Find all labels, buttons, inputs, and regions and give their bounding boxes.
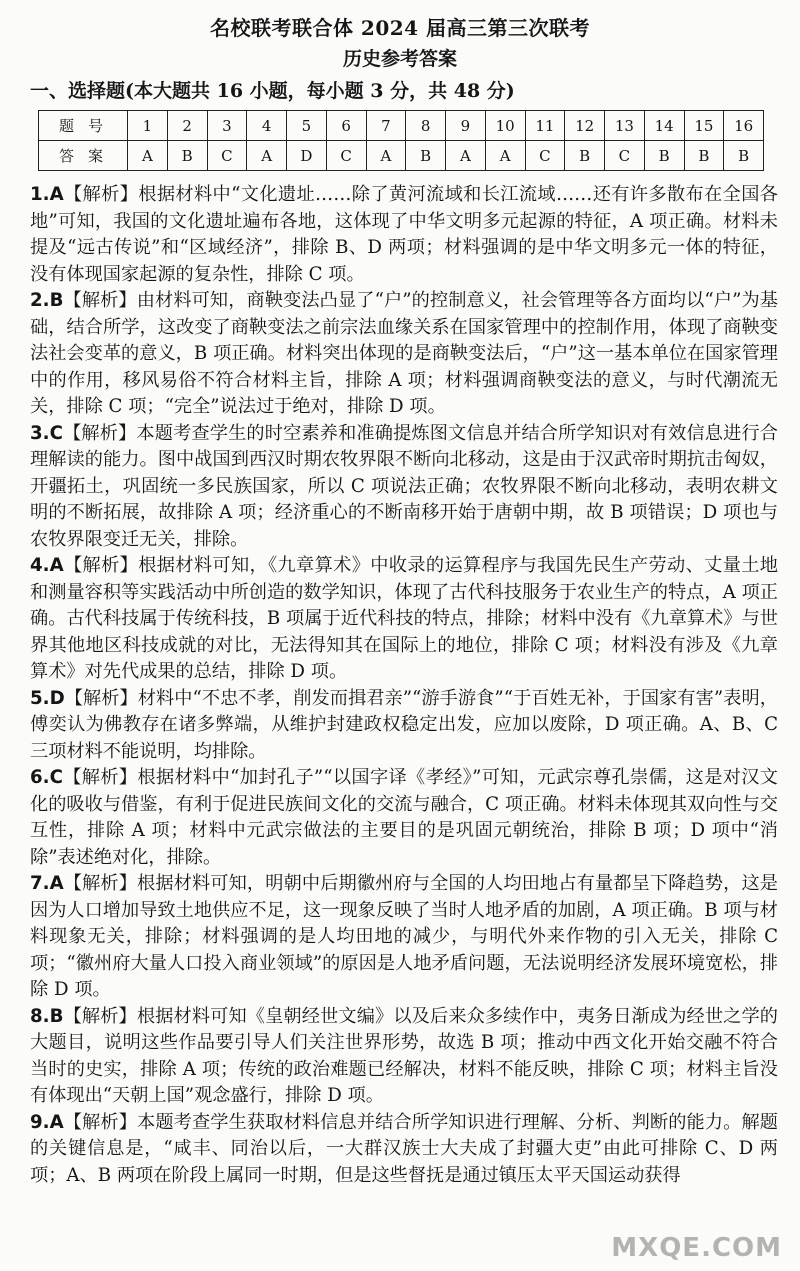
explanation-item bbox=[30, 1004, 778, 1110]
explanations bbox=[30, 182, 778, 1189]
answer-cell: C bbox=[525, 141, 565, 171]
document-title: 名校联考联合体 2024 届高三第三次联考 bbox=[209, 16, 591, 40]
explanation-item bbox=[30, 182, 778, 288]
explanation-text: 【解析】根据材料中“文化遗址……除了黄河流域和长江流域……还有许多散布在全国各地”可知，我国的文化遗址遍布各地，这体现了中华文明多元起源的特征，A 项正确。材料未提及“远古传说”和“区域经济”，排除 B、D 两项；材料强调的是中华文明多元一体的特征，没有体现国家起源的复杂性，排除 C 项。 bbox=[30, 184, 778, 285]
answer-cell: B bbox=[167, 141, 207, 171]
explanation-item bbox=[30, 765, 778, 871]
answer-row bbox=[39, 141, 764, 171]
question-number-cell: 12 bbox=[565, 111, 605, 141]
explanation-item bbox=[30, 871, 778, 1004]
explanation-text: 【解析】本题考查学生获取材料信息并结合所学知识进行理解、分析、判断的能力。解题的关键信息是，“咸丰、同治以后，一大群汉族士大夫成了封疆大吏”由此可排除 C、D 两项；A、B 两项在阶段上属同一时期，但是这些督抚是通过镇压太平天国运动获得 bbox=[30, 1111, 778, 1186]
question-number-cell: 15 bbox=[684, 111, 724, 141]
answer-cell: B bbox=[565, 141, 605, 171]
answer-cell: D bbox=[287, 141, 327, 171]
answer-number: 9.A bbox=[30, 1111, 64, 1133]
explanation-item bbox=[30, 1110, 778, 1190]
explanation-item bbox=[30, 686, 778, 766]
explanation-text: 【解析】材料中“不忠不孝，削发而揖君亲”“游手游食”“于百姓无补，于国家有害”表明，傅奕认为佛教存在诸多弊端，从维护封建政权稳定出发，应加以废除，D 项正确。A、B、C 三项材料不能说明，均排除。 bbox=[30, 687, 778, 762]
explanation-text: 【解析】根据材料可知，《九章算术》中收录的运算程序与我国先民生产劳动、丈量土地和测量容积等实践活动中所创造的数学知识，体现了古代科技服务于农业生产的特点，A 项正确。古代科技属于传统科技，B 项属于近代科技的特点，排除；材料中没有《九章算术》与世界其他地区科技成就的对比，无法得知其在国际上的地位，排除 C 项；材料没有涉及《九章算术》对先代成果的总结，排除 D 项。 bbox=[30, 555, 778, 682]
answer-cell: B bbox=[684, 141, 724, 171]
answer-cell: C bbox=[207, 141, 247, 171]
answer-number: 2.B bbox=[30, 290, 64, 311]
answer-number: 1.A bbox=[30, 184, 64, 205]
answer-number: 4.A bbox=[30, 555, 64, 576]
answer-number: 3.C bbox=[30, 422, 63, 444]
question-number-cell: 7 bbox=[366, 111, 406, 141]
site-watermark: MXQE.COM bbox=[611, 1233, 782, 1263]
question-number-cell: 9 bbox=[446, 111, 486, 141]
explanation-text: 【解析】根据材料中“加封孔子”“以国字译《孝经》”可知，元武宗尊孔崇儒，这是对汉文化的吸收与借鉴，有利于促进民族间文化的交流与融合，C 项正确。材料未体现其双向性与交互性，排除 A 项；材料中元武宗做法的主要目的是巩固元朝统治，排除 B 项；D 项中“消除”表述绝对化，排除。 bbox=[30, 767, 778, 868]
question-number-cell: 14 bbox=[644, 111, 684, 141]
question-number-cell: 4 bbox=[247, 111, 287, 141]
question-number-cell: 16 bbox=[724, 111, 764, 141]
answer-number: 6.C bbox=[30, 767, 63, 788]
question-number-cell: 6 bbox=[326, 111, 366, 141]
answer-cell: B bbox=[644, 141, 684, 171]
answer-cell: A bbox=[366, 141, 406, 171]
question-number-cell: 1 bbox=[128, 111, 168, 141]
answer-number: 5.D bbox=[30, 687, 65, 709]
explanation-item bbox=[30, 553, 778, 686]
answer-number: 8.B bbox=[30, 1005, 64, 1027]
explanation-text: 【解析】根据材料可知，明朝中后期徽州府与全国的人均田地占有量都呈下降趋势，这是因为人口增加导致土地供应不足，这一现象反映了当时人地矛盾的加剧，A 项正确。B 项与材料现象无关，排除；材料强调的是人均田地的减少，与明代外来作物的引入无关，排除 C 项；“徽州府大量人口投入商业领域”的原因是人地矛盾问题，无法说明经济发展环境宽松，排除 D 项。 bbox=[30, 873, 778, 1000]
question-number-row bbox=[39, 111, 764, 141]
answer-cell: B bbox=[406, 141, 446, 171]
answer-number: 7.A bbox=[30, 873, 64, 894]
explanation-text: 【解析】由材料可知，商鞅变法凸显了“户”的控制意义，社会管理等各方面均以“户”为基础，结合所学，这改变了商鞅变法之前宗法血缘关系在国家管理中的控制作用，体现了商鞅变法社会变革的意义，B 项正确。材料突出体现的是商鞅变法后，“户”这一基本单位在国家管理中的作用，移风易俗不符合材料主旨，排除 A 项；材料强调商鞅变法的意义，与时代潮流无关，排除 C 项；“完全”说法过于绝对，排除 D 项。 bbox=[30, 290, 778, 417]
explanation-text: 【解析】根据材料可知《皇朝经世文编》以及后来众多续作中，夷务日渐成为经世之学的大题目，说明这些作品要引导人们关注世界形势，故选 B 项；推动中西文化开始交融不符合当时的史实，排除 A 项；传统的政治难题已经解决，材料不能反映，排除 C 项；材料主旨没有体现出“天朝上国”观念盛行，排除 D 项。 bbox=[30, 1005, 778, 1106]
answer-cell: A bbox=[485, 141, 525, 171]
answer-cell: C bbox=[605, 141, 645, 171]
question-number-cell: 8 bbox=[406, 111, 446, 141]
answer-cell: C bbox=[326, 141, 366, 171]
question-number-label: 题号 bbox=[39, 111, 128, 141]
explanation-item bbox=[30, 421, 778, 554]
answer-cell: A bbox=[446, 141, 486, 171]
question-number-cell: 2 bbox=[167, 111, 207, 141]
question-number-cell: 3 bbox=[207, 111, 247, 141]
answer-label: 答案 bbox=[39, 141, 128, 171]
answer-cell: A bbox=[247, 141, 287, 171]
question-number-cell: 5 bbox=[287, 111, 327, 141]
answer-table bbox=[38, 110, 764, 171]
question-number-cell: 11 bbox=[525, 111, 565, 141]
explanation-item bbox=[30, 288, 778, 421]
question-number-cell: 13 bbox=[605, 111, 645, 141]
answer-cell: B bbox=[724, 141, 764, 171]
answer-cell: A bbox=[128, 141, 168, 171]
section-heading: 一、选择题(本大题共 16 小题，每小题 3 分，共 48 分) bbox=[30, 80, 515, 102]
document-subtitle: 历史参考答案 bbox=[342, 48, 457, 70]
explanation-text: 【解析】本题考查学生的时空素养和准确提炼图文信息并结合所学知识对有效信息进行合理解读的能力。图中战国到西汉时期农牧界限不断向北移动，这是由于汉武帝时期抗击匈奴，开疆拓土，巩固统一多民族国家，所以 C 项说法正确；农牧界限不断向北移动，表明农耕文明的不断拓展，故排除 A 项；经济重心的不断南移开始于唐朝中期，故 B 项错误；D 项也与农牧界限变迁无关，排除。 bbox=[30, 422, 778, 550]
question-number-cell: 10 bbox=[485, 111, 525, 141]
